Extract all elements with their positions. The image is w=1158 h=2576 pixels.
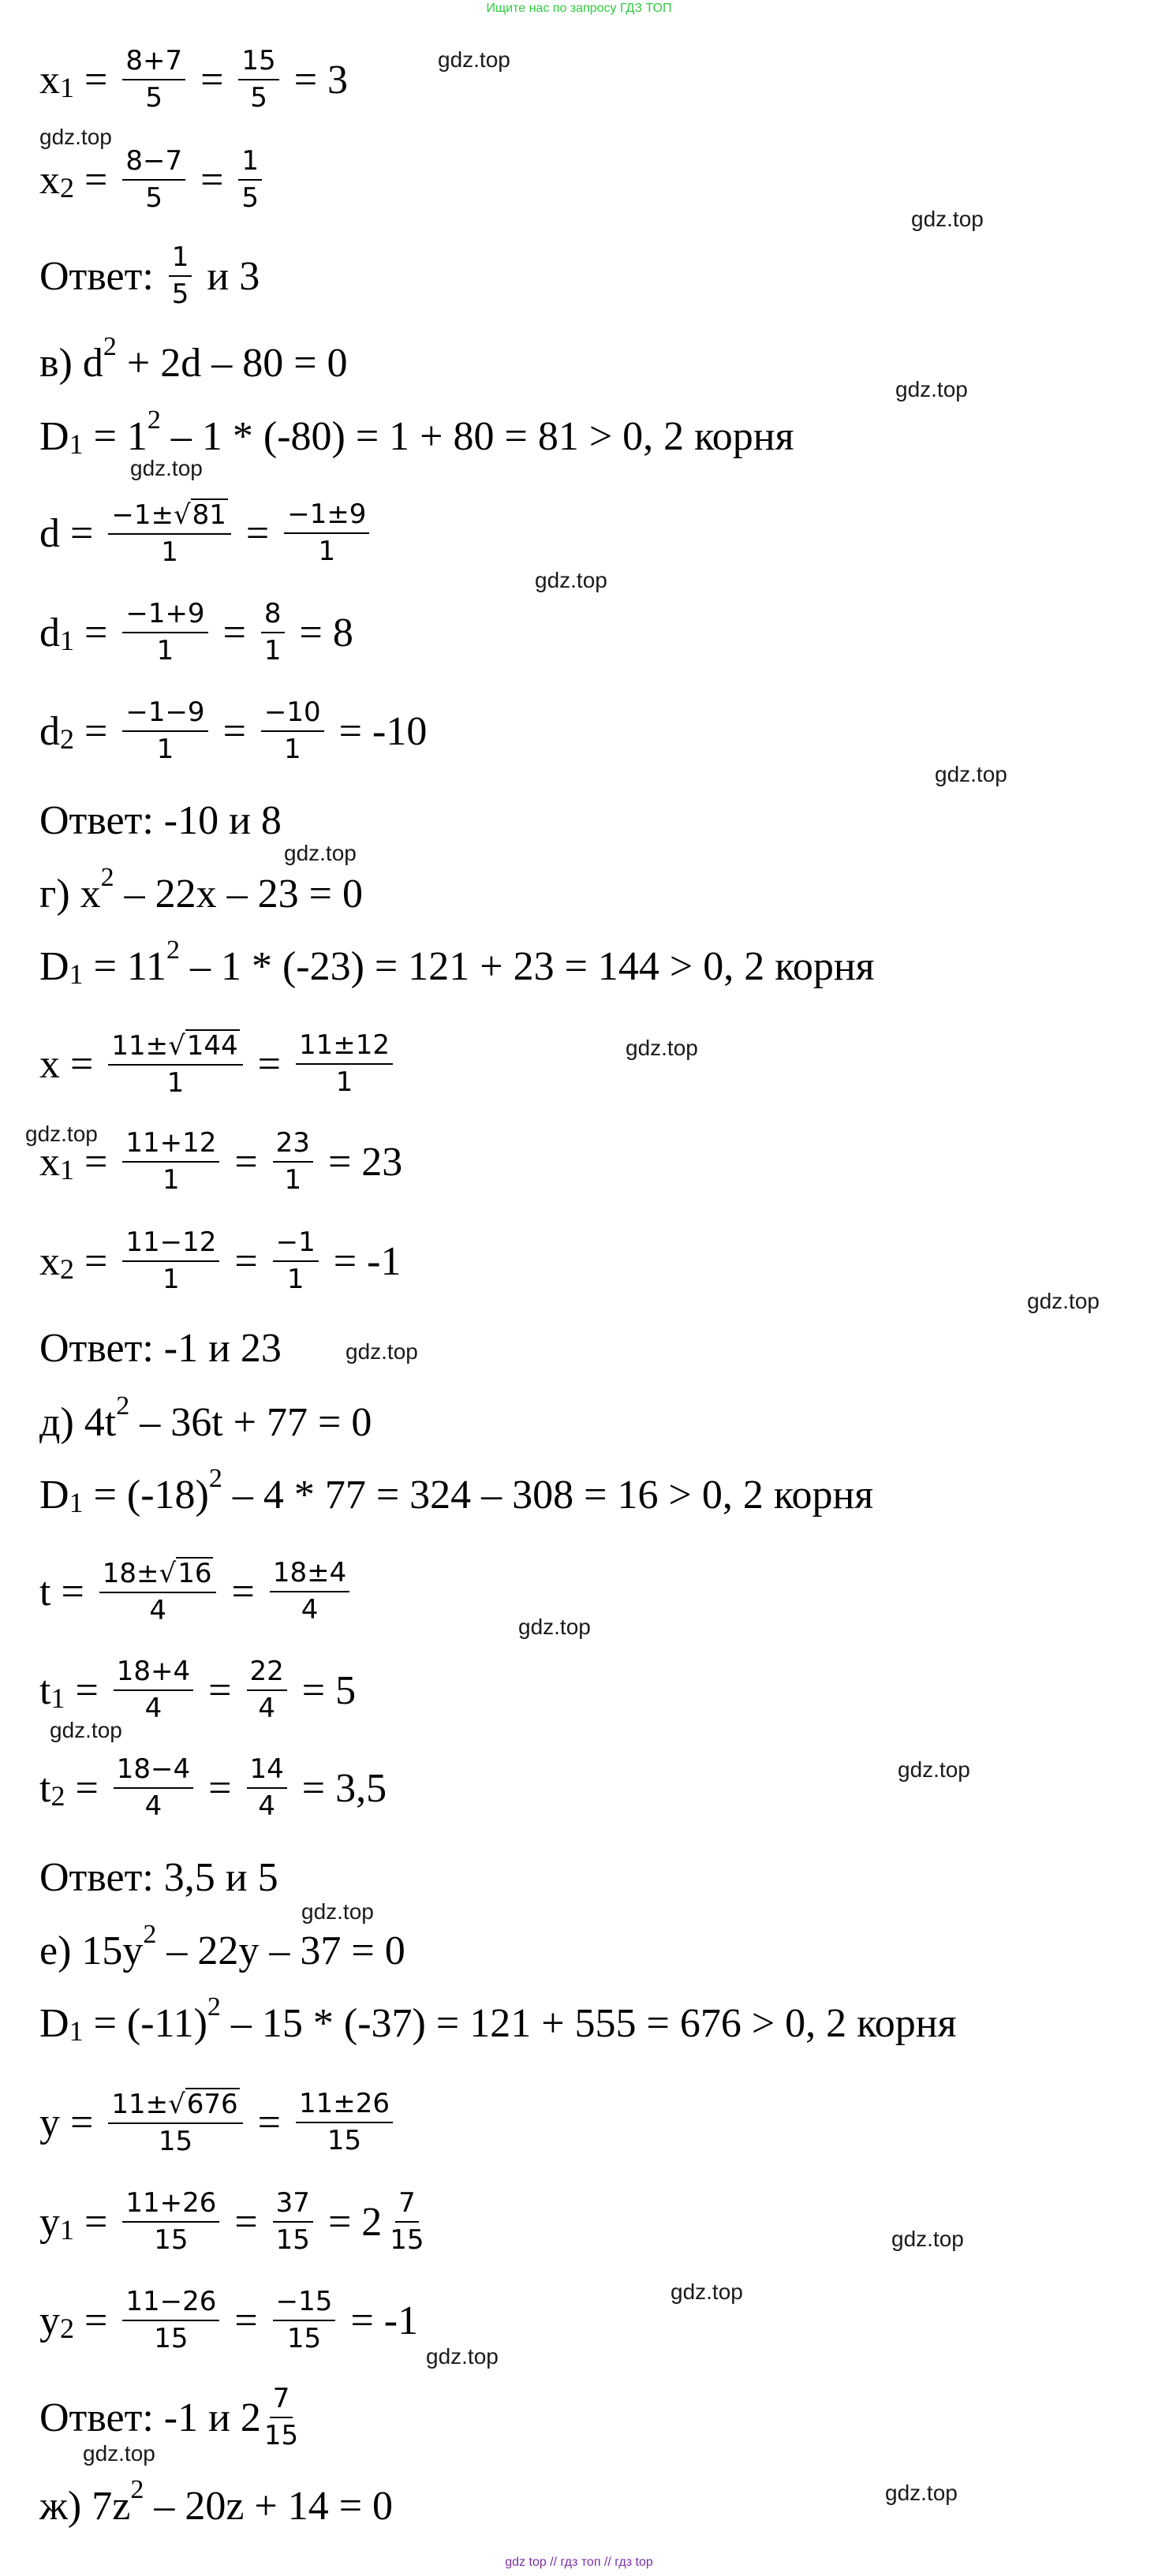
answer-e: Ответ: -1 и 2 $\frac{7}{15}$: [39, 2382, 299, 2451]
watermark: gdz.top: [898, 1757, 970, 1782]
root-g-x1: x 1 = $\frac{11+12}{1}$ = $\frac{23}{1}$ = 23: [39, 1126, 403, 1196]
root-t2: t 2 = $\frac{18-4}{4}$ = $\frac{14}{4}$ = 3,5: [39, 1753, 387, 1822]
equation-zh: ж) 7z 2 – 20z + 14 = 0: [39, 2475, 394, 2529]
equation-e: е) 15y 2 – 22y – 37 = 0: [39, 1920, 405, 1973]
watermark: gdz.top: [518, 1615, 591, 1639]
watermark: gdz.top: [301, 1899, 374, 1924]
discriminant-v: D 1 = 1 2 – 1 * (-80) = 1 + 80 = 81 > 0, 2 корня: [39, 405, 794, 460]
watermark: gdz.top: [346, 1339, 418, 1364]
watermark: gdz.top: [25, 1122, 98, 1146]
eq-x2: x 2 = $\frac{8-7}{5}$ = $\frac{1}{5}$: [39, 136, 267, 223]
watermark: gdz.top: [891, 2227, 964, 2251]
equation-d: д) 4t 2 – 36t + 77 = 0: [39, 1391, 372, 1445]
root-t1: t 1 = $\frac{18+4}{4}$ = $\frac{22}{4}$ = 5: [39, 1655, 357, 1724]
watermark: gdz.top: [130, 456, 203, 480]
watermark: gdz.top: [911, 207, 984, 231]
eq-x1: x 1 = $\frac{8+7}{5}$ = $\frac{15}{5}$ = 3: [39, 44, 349, 114]
watermark: gdz.top: [935, 762, 1007, 786]
roots-formula-t: t = 18±√ 16 4 = $\frac{18\pm 4}{4}$: [39, 1548, 354, 1635]
root-d1: d 1 = $\frac{-1+9}{1}$ = $\frac{8}{1}$ = 8: [39, 597, 353, 666]
discriminant-g: D 1 = 11 2 – 1 * (-23) = 121 + 23 = 144 > 0, 2 корня: [39, 935, 875, 990]
footer-links[interactable]: gdz top // гдз топ // гдз top: [505, 2555, 653, 2569]
equation-g: г) x 2 – 22x – 23 = 0: [39, 863, 363, 917]
roots-formula-d: d = −1±√ 81 1 = $\frac{-1\pm 9}{1}$: [39, 490, 374, 577]
watermark: gdz.top: [39, 125, 112, 149]
watermark: gdz.top: [626, 1036, 698, 1060]
equation-v: в) d 2 + 2d – 80 = 0: [39, 332, 348, 386]
answer-v: Ответ: -10 и 8: [39, 797, 282, 843]
watermark: gdz.top: [50, 1718, 122, 1742]
discriminant-e: D 1 = (-11) 2 – 15 * (-37) = 121 + 555 = 676 > 0, 2 корня: [39, 1992, 957, 2047]
watermark: gdz.top: [83, 2441, 155, 2466]
watermark: gdz.top: [438, 47, 510, 72]
roots-formula-x: x = 11±√ 144 1 = $\frac{11\pm 12}{1}$: [39, 1021, 398, 1107]
watermark: gdz.top: [895, 377, 968, 401]
watermark: gdz.top: [535, 568, 607, 592]
watermark: gdz.top: [885, 2481, 958, 2505]
root-y1: y 1 = $\frac{11+26}{15}$ = $\frac{37}{15}$ = 2 $\frac{7}{15}$: [39, 2186, 424, 2256]
watermark: gdz.top: [284, 841, 357, 865]
roots-formula-y: y = 11±√ 676 15 = $\frac{11\pm 26}{15}$: [39, 2079, 398, 2166]
discriminant-d: D 1 = (-18) 2 – 4 * 77 = 324 – 308 = 16 > 0, 2 корня: [39, 1464, 874, 1518]
root-d2: d 2 = $\frac{-1-9}{1}$ = $\frac{-10}{1}$ = -10: [39, 696, 428, 765]
watermark: gdz.top: [426, 2344, 499, 2369]
watermark: gdz.top: [671, 2279, 743, 2304]
answer-d: Ответ: 3,5 и 5: [39, 1854, 278, 1900]
answer-a: Ответ: $\frac{1}{5}$ и 3: [39, 241, 260, 310]
watermark: gdz.top: [1027, 1289, 1100, 1313]
root-g-x2: x 2 = $\frac{11-12}{1}$ = $\frac{-1}{1}$ = -1: [39, 1226, 402, 1295]
answer-g: Ответ: -1 и 23: [39, 1325, 282, 1371]
search-banner[interactable]: Ищите нас по запросу ГДЗ ТОП: [486, 2, 672, 15]
root-y2: y 2 = $\frac{11-26}{15}$ = $\frac{-15}{15}$ = -1: [39, 2285, 419, 2354]
